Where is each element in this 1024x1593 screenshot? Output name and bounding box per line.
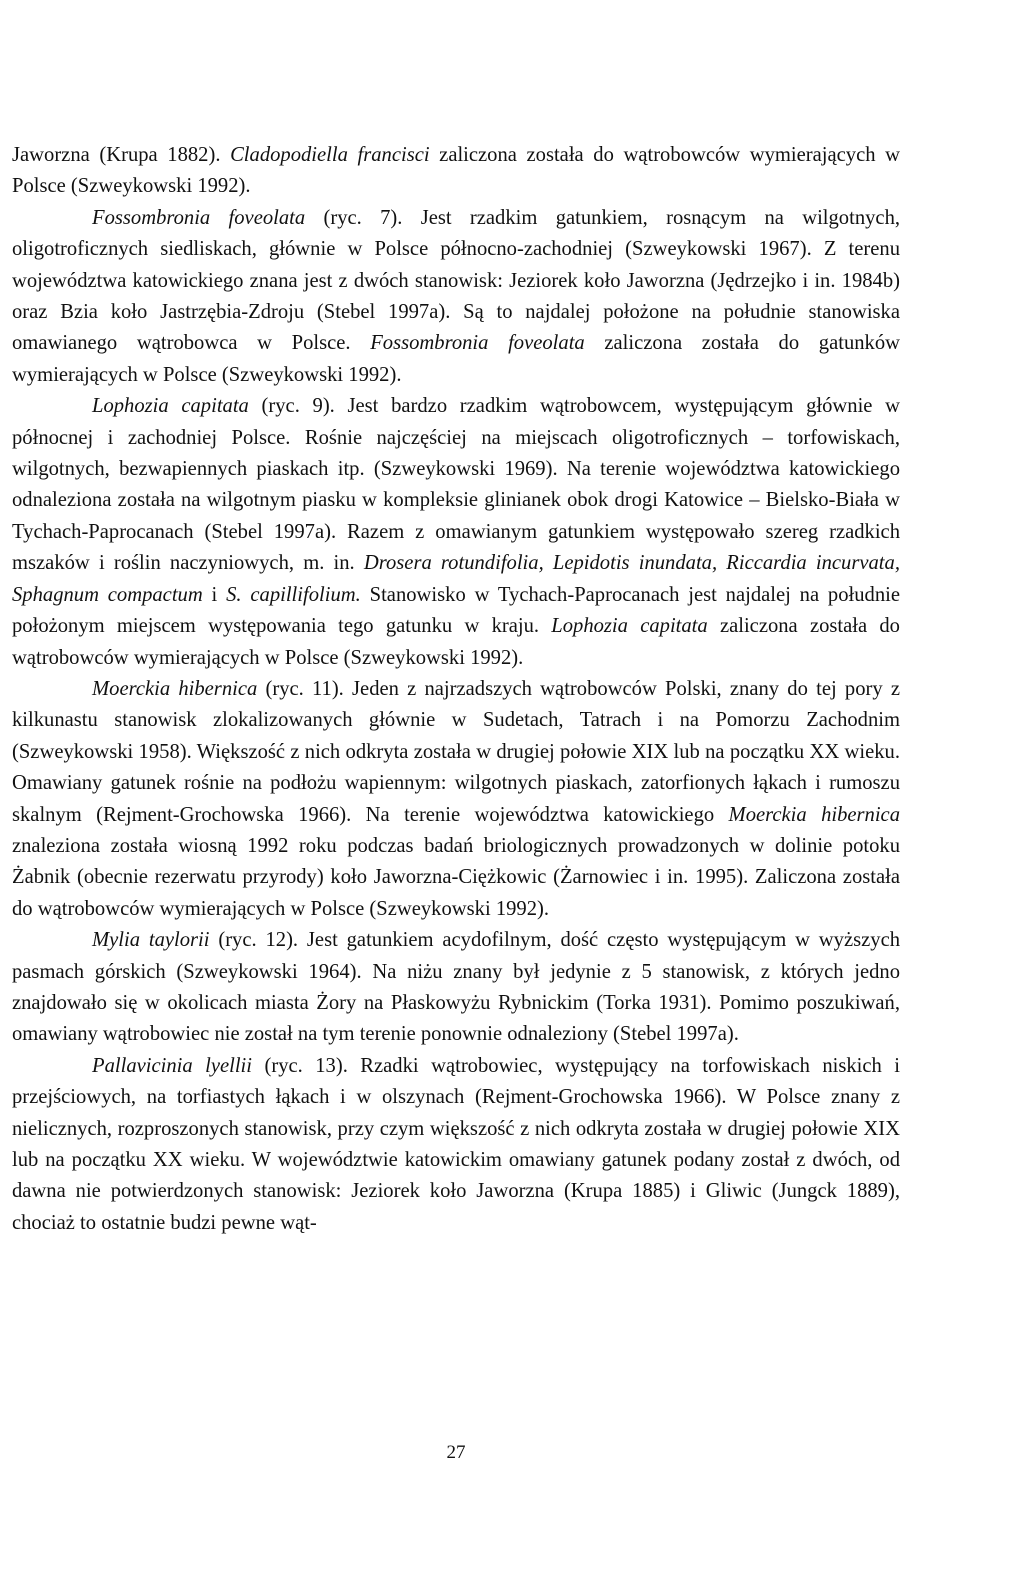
paragraph-text: (ryc. 9). Jest bardzo rzadkim wątrobowcem, występującym głównie w północnej i zachodniej Polsce. Rośnie najczęściej na miejscach oligotroficznych – torfowiskach, wilgotnych, bezwapiennych piaskach itp. (Szweykowski 1969). Na terenie województwa katowickiego odnaleziona została na wilgotnym piasku w kompleksie glinianek obok drogi Katowice – Bielsko-Biała w Tychach-Paprocanach (Stebel 1997a). Razem z omawianym gatunkiem występowało szereg rzadkich mszaków i roślin naczyniowych, m. in. (12, 395, 900, 575)
species-name: Moerckia hibernica (92, 677, 258, 700)
paragraph (12, 391, 900, 674)
paragraph-text: zaliczona została do gatunków wymierających w Polsce (Szweykowski 1992). (12, 332, 900, 386)
paragraph-text: znaleziona została wiosną 1992 roku podczas badań briologicznych prowadzonych w dolinie potoku Żabnik (obecnie rezerwatu przyrody) koło Jaworzna-Ciężkowic (Żarnowiec i in. 1995). Zaliczona została do wątrobowców wymierających w Polsce (Szweykowski 1992). (12, 834, 900, 920)
paragraph (12, 925, 900, 1051)
paragraph-text: (ryc. 12). Jest gatunkiem acydofilnym, dość często występującym w wyższych pasmach górskich (Szweykowski 1964). Na niżu znany był jedynie z 5 stanowisk, z których jedno znajdowało się w okolicach miasta Żory na Płaskowyżu Rybnickim (Torka 1931). Pomimo poszukiwań, omawiany wątrobowiec nie został na tym terenie ponownie odnaleziony (Stebel 1997a). (12, 929, 901, 1046)
paragraph (12, 674, 900, 925)
species-name: S. capillifolium. (226, 583, 361, 606)
species-name: Drosera rotundifolia, Lepidotis inundata, Riccardia incurvata, Sphagnum compactum (12, 552, 900, 606)
paragraph-text: (ryc. 7). Jest rzadkim gatunkiem, rosnącym na wilgotnych, oligotroficznych siedliskach, głównie w Polsce północno-zachodniej (Szweykowski 1967). Z terenu województwa katowickiego znana jest z dwóch stanowisk: Jeziorek koło Jaworzna (Jędrzejko i in. 1984b) oraz Bzia koło Jastrzębia-Zdroju (Stebel 1997a). Są to najdalej położone na południe stanowiska omawianego wątrobowca w Polsce. (12, 206, 901, 355)
species-name: Moerckia hibernica (728, 803, 900, 826)
species-name: Lophozia capitata (92, 395, 249, 418)
paragraph-text: Stanowisko w Tychach-Paprocanach jest najdalej na południe położonym miejscem występowania tego gatunku w kraju. (12, 583, 900, 638)
species-name: Pallavicinia lyellii (92, 1054, 253, 1077)
paragraph-text: (ryc. 13). Rzadki wątrobowiec, występujący na torfowiskach niskich i przejściowych, na torfiastych łąkach i w olszynach (Rejment-Grochowska 1966). W Polsce znany z nielicznych, rozproszonych stanowisk, przy czym większość z nich odkryta została w drugiej połowie XIX lub na początku XX wieku. W województwie katowickim omawiany gatunek podany został z dwóch, od dawna nie potwierdzonych stanowisk: Jeziorek koło Jaworzna (Krupa 1885) i Gliwic (Jungck 1889), chociaż to ostatnie budzi pewne wąt- (12, 1054, 900, 1234)
paragraph (12, 203, 900, 391)
species-name: Mylia taylorii (92, 929, 210, 952)
species-name: Fossombronia foveolata (370, 332, 585, 355)
species-name: Fossombronia foveolata (92, 206, 306, 229)
paragraph-text: zaliczona została do wątrobowców wymierających w Polsce (Szweykowski 1992). (12, 144, 900, 198)
page-number: 27 (446, 1442, 466, 1463)
paragraph-text: Jaworzna (Krupa 1882). (12, 144, 231, 166)
paragraph (12, 140, 900, 203)
body-text (12, 140, 900, 1239)
species-name: Cladopodiella francisci (230, 144, 430, 166)
paragraph (12, 1051, 900, 1239)
paragraph-text: (ryc. 11). Jeden z najrzadszych wątrobowców Polski, znany do tej pory z kilkunastu stanowisk zlokalizowanych głównie w Sudetach, Tatrach i na Pomorzu Zachodnim (Szweykowski 1958). Większość z nich odkryta została w drugiej połowie XIX lub na początku XX wieku. Omawiany gatunek rośnie na podłożu wapiennym: wilgotnych piaskach, zatorfionych łąkach i rumoszu skalnym (Rejment-Grochowska 1966). Na terenie województwa katowickiego (12, 677, 900, 826)
species-name: Lophozia capitata (551, 615, 708, 638)
paragraph-text: zaliczona została do wątrobowców wymierających w Polsce (Szweykowski 1992). (12, 615, 900, 669)
paragraph-text: i (202, 583, 227, 606)
